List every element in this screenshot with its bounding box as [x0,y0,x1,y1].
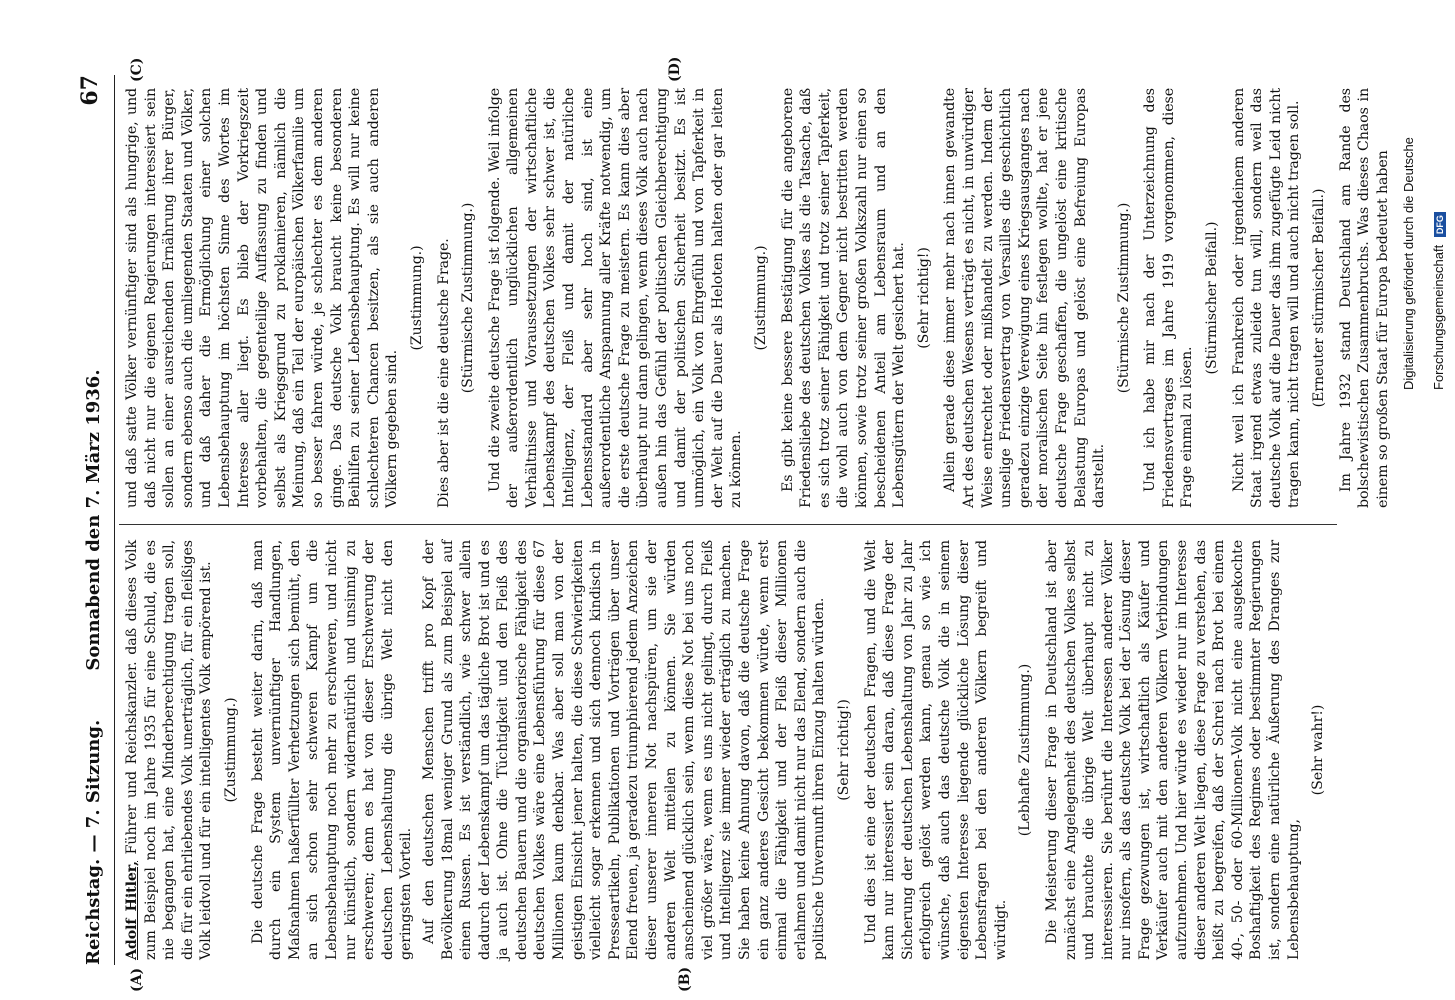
reaction: (Zustimmung.) [222,697,239,803]
right-column [123,88,1396,508]
rotated-page [67,50,1391,1000]
speaker-name: Adolf Hitler, [124,861,140,960]
paragraph: Und dies ist eine der deutschen Fragen, und die Welt kann nur interessiert sein daran, daß diese Frage der Sicherung der deutschen Lebenshaltung von Jahr zu Jahr erfolgreich gelöst werden kann, genau so wie ich wünsche, daß auch das deutsche Volk die in seinem eigensten Interesse liegende glückliche Lösung dieser Lebensfragen bei den anderen Völkern begreift und würdigt. [862,540,1009,960]
reaction: (Stürmischer Beifall.) [1204,221,1221,375]
header-rule [114,75,115,965]
reaction: (Stürmische Zustimmung.) [1115,202,1132,394]
paragraph: Die Meisterung dieser Frage in Deutschland ist aber zunächst eine Angelegenheit des deutschen Volkes selbst und brauchte die übrige Welt überhaupt nicht zu interessieren. Sie berührt die Interessen anderer Völker nur insofern, als das deutsche Volk bei der Lösung dieser Frage gezwungen ist, wirtschaftlich als Käufer und Verkäufer auch mit den anderen Völkern Verbindungen aufzunehmen. Und hier würde es wieder nur im Interesse dieser anderen Welt liegen, diese Frage zu verstehen, das heißt zu begreifen, daß der Schrei nach Brot bei einem 40-, 50- oder 60-Millionen-Volk nicht eine ausgekochte Boshaftigkeit des Regimes oder bestimmter Regierungen ist, sondern eine natürliche Äußerung des Dranges zur Lebensbehauptung, [1043,540,1302,960]
reaction: (Zustimmung.) [408,245,425,351]
margin-marker-d: (D) [667,56,683,82]
paragraph: Die deutsche Frage besteht weiter darin, daß man durch ein System unvernünftiger Handlungen, Maßnahmen haßerfüllter Verhetzungen sich bemüht, den an sich schon sehr schweren Kampf um die Lebensbehauptung noch mehr zu erschweren, und nicht nur künstlich, sondern widernatürlich und unsinnig zu erschweren; denn es hat von dieser Erschwerung der deutschen Lebenshaltung die übrige Welt nicht den geringsten Vorteil. [249,540,415,960]
header-title: Reichstag. — 7. Sitzung. [83,719,104,965]
margin-marker-b: (B) [677,966,693,992]
reaction: (Lebhafte Zustimmung.) [1017,663,1034,837]
speaker-role: Führer und Reichskanzler. [124,661,140,855]
stamp-text-row [1394,0,1446,1000]
page-header [77,75,113,965]
reaction: (Sehr richtig!) [835,699,852,801]
margin-marker-a: (A) [129,967,145,992]
paragraph: Und ich habe mir nach der Unterzeichnung des Friedensvertrages im Jahre 1919 vorgenommen, diese Frage einmal zu lösen. [1142,88,1196,508]
stamp-text: Digitalisierung gefördert durch die Deutsche Forschungsgemeinschaft [1401,137,1446,390]
paragraph: Im Jahre 1932 stand Deutschland am Rande des bolschewistischen Zusammenbruchs. Was dieses Chaos in einem so großen Staat für Europa bedeutet haben [1337,88,1391,508]
paragraph: Nicht weil ich Frankreich oder irgendeinem anderen Staat irgend etwas zuleide tun will, sondern weil das deutsche Volk auf die Dauer das ihm zugefügte Leid nicht tragen kann, nicht tragen will und auch nicht tragen soll. [1230,88,1303,508]
paragraph: Auf den deutschen Menschen trifft pro Kopf der Bevölkerung 18mal weniger Grund als zum Beispiel auf einen Russen. Es ist verständlich, wie schwer allein dadurch der Lebenskampf um das tägliche Brot ist und es ja auch ist. Ohne die Tüchtigkeit und den Fleiß des deutschen Bauern und die organisatorische Fähigkeit des deutschen Volkes wäre eine Lebensführung für diese 67 Millionen kaum denkbar. Was aber soll man von der geistigen Einsicht jener halten, die diese Schwierigkeiten vielleicht sogar erkennen und sich dennoch kindisch in Presseartikeln, Publikationen und Vorträgen über unser Elend freuen, ja geradezu triumphierend jedem Anzeichen dieser unserer inneren Not nachspüren, um sie der anderen Welt mitteilen zu können. Sie würden anscheinend glücklich sein, wenn diese Not bei uns noch viel größer wäre, wenn es uns nicht gelingt, durch Fleiß und Intelligenz sie immer wieder erträglich zu machen. Sie haben keine Ahnung davon, daß die deutsche Frage ein ganz anderes Gesicht bekommen würde, wenn erst einmal die Fähigkeit und der Fleiß dieser Millionen erlahmen und damit nicht nur das Elend, sondern auch die politische Unvernunft ihren Einzug halten würden. [420,540,828,960]
paragraph: Und die zweite deutsche Frage ist folgende. Weil infolge der außerordentlich unglücklichen allgemeinen Verhältnisse und Voraussetzungen der wirtschaftliche Lebenskampf des deutschen Volkes sehr schwer ist, die Intelligenz, der Fleiß und damit der natürliche Lebensstandard aber sehr hoch sind, ist eine außerordentliche Anspannung aller Kräfte notwendig, um die erste deutsche Frage zu meistern. Es kann dies aber überhaupt nur dann gelingen, wenn dieses Volk auch nach außen hin das Gefühl der politischen Gleichberechtigung und damit der politischen Sicherheit besitzt. Es ist unmöglich, ein Volk von Ehrgefühl und von Tapferkeit in der Welt auf die Dauer als Heloten halten oder gar leiten zu können. [486,88,745,508]
paragraph: Es gibt keine bessere Bestätigung für die angeborene Friedensliebe des deutschen Volkes als die Tatsache, daß es sich trotz seiner Fähigkeit und trotz seiner Tapferkeit, die wohl auch von dem Gegner nicht bestritten werden können, sowie trotz seiner großen Volkszahl nur einen so bescheidenen Anteil am Lebensraum und an den Lebensgütern der Welt gesichert hat. [779,88,908,508]
reaction: (Erneuter stürmischer Beifall.) [1311,188,1328,408]
paragraph [123,540,216,960]
reaction: (Sehr richtig!) [915,247,932,349]
dfg-logo: DFG [1434,212,1446,237]
reaction: (Sehr wahr!) [1310,704,1327,796]
reaction: (Stürmische Zustimmung.) [460,202,477,394]
left-column [123,540,1336,960]
reaction: (Zustimmung.) [753,245,769,351]
paragraph: Allein gerade diese immer mehr nach innen gewandte Art des deutschen Wesens verträgt es nicht, in unwürdiger Weise entrechtet oder mißhandelt zu werden. Indem der unselige Friedensvertrag von Versailles die geschichtlich geradezu einzige Verewigung eines Kriegsausganges nach der moralischen Seite hin festlegen wollte, hat er jene deutsche Frage geschaffen, die ungelöst eine kritische Belastung Europas und gelöst eine Befreiung Europas darstellt. [942,88,1108,508]
margin-marker-c: (C) [129,57,145,82]
column-divider [119,524,1337,525]
paragraph: Dies aber ist die eine deutsche Frage. [435,238,452,508]
page-number: 67 [77,75,103,106]
header-date: Sonnabend den 7. März 1936. [83,369,104,671]
digitization-stamp [1394,0,1446,1000]
paragraph: und daß satte Völker vernünftiger sind als hungrige, und daß nicht nur die eigenen Regierungen interessiert sein sollen an einer ausreichenden Ernährung ihrer Bürger, sondern ebenso auch die umliegenden Staaten und Völker, und daß daher die Ermöglichung einer solchen Lebensbehauptung im höchsten Sinne des Wortes im Interesse aller liegt. Es blieb der Vorkriegszeit vorbehalten, die gegenteilige Auffassung zu finden und selbst als Kriegsgrund zu proklamieren, nämlich die Meinung, daß ein Teil der europäischen Völkerfamilie um so besser fahren würde, je schlechter es dem anderen ginge. Das deutsche Volk braucht keine besonderen Beihilfen zu seiner Lebensbehauptung. Es will nur keine schlechteren Chancen besitzen, als sie auch anderen Völkern gegeben sind. [124,88,401,508]
paragraph-text: daß dieses Volk zum Beispiel noch im Jahre 1935 für eine Schuld, die es nie begangen hat, eine Minderberechtigung tragen soll, die für ein ehrliebendes Volk unerträglich, für ein fleißiges Volk leidvoll und für ein intelligentes Volk empörend ist. [124,540,215,960]
